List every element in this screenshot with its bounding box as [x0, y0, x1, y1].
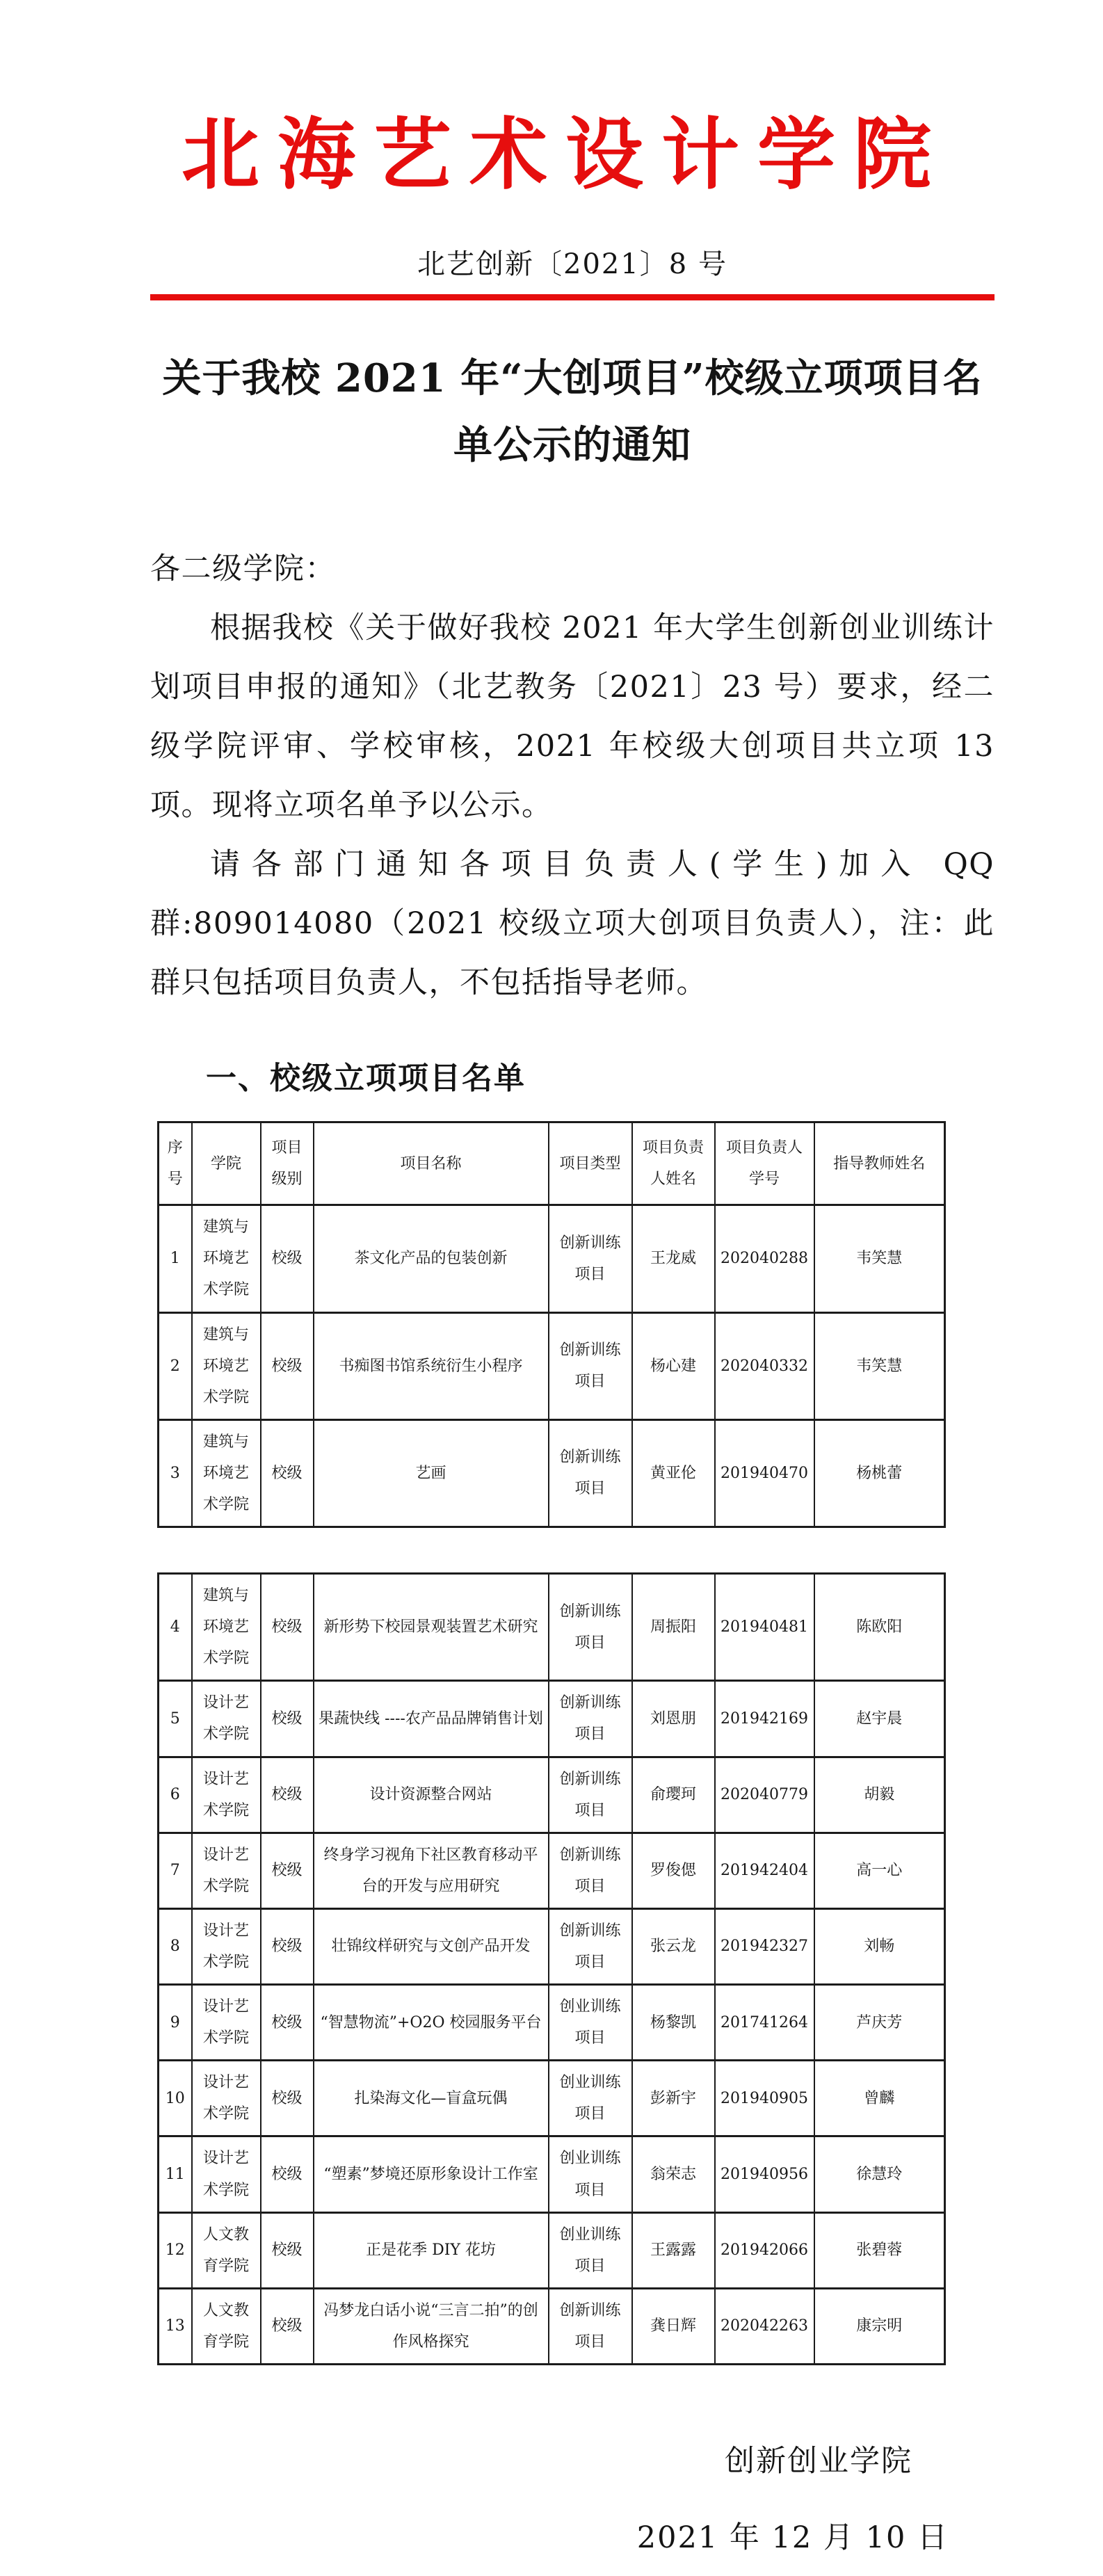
table-cell: 设计艺术学院	[192, 2136, 261, 2212]
table-body	[159, 1574, 945, 2365]
table-cell: 人文教育学院	[192, 2212, 261, 2288]
table-cell: 书痴图书馆系统衍生小程序	[314, 1312, 549, 1419]
table-cell: 刘恩朋	[632, 1681, 715, 1757]
table-cell: 3	[159, 1419, 192, 1527]
table-cell: 杨心建	[632, 1312, 715, 1419]
table-row	[159, 1681, 945, 1757]
table-cell: 曾麟	[814, 2061, 945, 2136]
table-cell: 王露露	[632, 2212, 715, 2288]
table-cell: 校级	[261, 2061, 314, 2136]
table-header-cell: 项目类型	[549, 1122, 632, 1205]
footer	[150, 2424, 995, 2576]
table-cell: 刘畅	[814, 1908, 945, 1984]
table-cell: 201940470	[715, 1419, 814, 1527]
table-header-row	[159, 1122, 945, 1205]
table-cell: 2	[159, 1312, 192, 1419]
table-cell: 9	[159, 1985, 192, 2061]
table-cell: 高一心	[814, 1833, 945, 1908]
table-cell: 艺画	[314, 1419, 549, 1527]
table-row	[159, 1574, 945, 1681]
table-cell: 茶文化产品的包装创新	[314, 1205, 549, 1312]
table-cell: 创新训练项目	[549, 1908, 632, 1984]
table-header-cell: 项目名称	[314, 1122, 549, 1205]
table-cell: 201942169	[715, 1681, 814, 1757]
table-row	[159, 1985, 945, 2061]
table-cell: 校级	[261, 1574, 314, 1681]
notice-body	[150, 540, 995, 1013]
table-cell: 扎染海文化—盲盒玩偶	[314, 2061, 549, 2136]
table-cell: 201940956	[715, 2136, 814, 2212]
table-row	[159, 2061, 945, 2136]
table-cell: 张碧蓉	[814, 2212, 945, 2288]
table-cell: 校级	[261, 1681, 314, 1757]
table-cell: 校级	[261, 1985, 314, 2061]
table-cell: 校级	[261, 1757, 314, 1833]
table-cell: 校级	[261, 1833, 314, 1908]
table-cell: 韦笑慧	[814, 1312, 945, 1419]
table-cell: 创业训练项目	[549, 2136, 632, 2212]
table-header-cell: 项目负责人学号	[715, 1122, 814, 1205]
table-cell: 胡毅	[814, 1757, 945, 1833]
table-cell: 杨黎凯	[632, 1985, 715, 2061]
table-cell: 张云龙	[632, 1908, 715, 1984]
table-cell: 202040288	[715, 1205, 814, 1312]
table-cell: 设计资源整合网站	[314, 1757, 549, 1833]
table-cell: 彭新宇	[632, 2061, 715, 2136]
table-cell: 终身学习视角下社区教育移动平台的开发与应用研究	[314, 1833, 549, 1908]
table-row	[159, 1833, 945, 1908]
table-cell: 创新训练项目	[549, 2288, 632, 2364]
table-cell: 202040779	[715, 1757, 814, 1833]
table-cell: 人文教育学院	[192, 2288, 261, 2364]
table-cell: 王龙威	[632, 1205, 715, 1312]
table-cell: 201741264	[715, 1985, 814, 2061]
table-cell: 设计艺术学院	[192, 1757, 261, 1833]
section-title: 一、校级立项项目名单	[206, 1061, 526, 1097]
table-cell: 壮锦纹样研究与文创产品开发	[314, 1908, 549, 1984]
table-cell: 12	[159, 2212, 192, 2288]
table-cell: 5	[159, 1681, 192, 1757]
red-divider	[150, 294, 995, 300]
table-cell: 创业训练项目	[549, 2212, 632, 2288]
table-cell: 翁荣志	[632, 2136, 715, 2212]
table-cell: 俞璎珂	[632, 1757, 715, 1833]
salutation: 各二级学院：	[150, 552, 336, 587]
table-cell: 建筑与环境艺术学院	[192, 1419, 261, 1527]
table-cell: 罗俊偲	[632, 1833, 715, 1908]
table-cell: 创新训练项目	[549, 1757, 632, 1833]
table-cell: 韦笑慧	[814, 1205, 945, 1312]
table-cell: 1	[159, 1205, 192, 1312]
table-cell: 201942066	[715, 2212, 814, 2288]
table-cell: 设计艺术学院	[192, 1908, 261, 1984]
table-cell: 芦庆芳	[814, 1985, 945, 2061]
table-cell: 8	[159, 1908, 192, 1984]
table-body	[159, 1205, 945, 1527]
school-name: 北海艺术设计学院	[182, 109, 949, 200]
table-row	[159, 1757, 945, 1833]
project-table-2	[157, 1572, 946, 2365]
table-header-cell: 项目负责人姓名	[632, 1122, 715, 1205]
table-cell: 校级	[261, 2288, 314, 2364]
table-cell: 果蔬快线 ----农产品品牌销售计划	[314, 1681, 549, 1757]
table-cell: 正是花季 DIY 花坊	[314, 2212, 549, 2288]
paragraph: 请各部门通知各项目负责人(学生)加入 QQ 群:809014080（2021 校级立项大创项目负责人），注：此群只包括项目负责人，不包括指导老师。	[150, 847, 995, 1001]
table-cell: 康宗明	[814, 2288, 945, 2364]
table-cell: 创新训练项目	[549, 1574, 632, 1681]
table-cell: 周振阳	[632, 1574, 715, 1681]
table-row	[159, 2288, 945, 2364]
table-cell: 202042263	[715, 2288, 814, 2364]
table-cell: 6	[159, 1757, 192, 1833]
table-header-cell: 学院	[192, 1122, 261, 1205]
table-cell: 校级	[261, 1908, 314, 1984]
table-row	[159, 2212, 945, 2288]
project-table-1	[157, 1121, 946, 1528]
table-cell: 校级	[261, 2212, 314, 2288]
table-cell: 龚日辉	[632, 2288, 715, 2364]
table-cell: 新形势下校园景观装置艺术研究	[314, 1574, 549, 1681]
table-cell: 校级	[261, 2136, 314, 2212]
table-row	[159, 1205, 945, 1312]
table-cell: 创业训练项目	[549, 1985, 632, 2061]
table-cell: 陈欧阳	[814, 1574, 945, 1681]
table-cell: 11	[159, 2136, 192, 2212]
table-cell: 创新训练项目	[549, 1681, 632, 1757]
table-cell: 创新训练项目	[549, 1205, 632, 1312]
table-cell: 设计艺术学院	[192, 1985, 261, 2061]
table-header-cell: 指导教师姓名	[814, 1122, 945, 1205]
doc-number: 北艺创新〔2021〕8 号	[417, 248, 727, 280]
table-row	[159, 2136, 945, 2212]
signer-name: 创新创业学院	[725, 2444, 912, 2479]
table-cell: 创新训练项目	[549, 1312, 632, 1419]
table-cell: 201940905	[715, 2061, 814, 2136]
table-row	[159, 1312, 945, 1419]
table-header-cell: 项目级别	[261, 1122, 314, 1205]
table-cell: “智慧物流”+O2O 校园服务平台	[314, 1985, 549, 2061]
table-cell: 赵宇晨	[814, 1681, 945, 1757]
table-cell: 创新训练项目	[549, 1419, 632, 1527]
table-cell: 201940481	[715, 1574, 814, 1681]
table-header-cell: 序号	[159, 1122, 192, 1205]
table-cell: 设计艺术学院	[192, 1833, 261, 1908]
table-cell: 创业训练项目	[549, 2061, 632, 2136]
table-cell: 校级	[261, 1312, 314, 1419]
table-cell: 建筑与环境艺术学院	[192, 1312, 261, 1419]
table-cell: 杨桃蕾	[814, 1419, 945, 1527]
table-cell: 13	[159, 2288, 192, 2364]
paragraph: 根据我校《关于做好我校 2021 年大学生创新创业训练计划项目申报的通知》（北艺教务〔2021〕23 号）要求，经二级学院评审、学校审核，2021 年校级大创项目共立项 13 项。现将立项名单予以公示。	[150, 611, 995, 823]
table-cell: 10	[159, 2061, 192, 2136]
table-cell: 徐慧玲	[814, 2136, 945, 2212]
table-row	[159, 1908, 945, 1984]
table-cell: 建筑与环境艺术学院	[192, 1205, 261, 1312]
table-cell: 校级	[261, 1419, 314, 1527]
table-cell: 建筑与环境艺术学院	[192, 1574, 261, 1681]
sign-date: 2021 年 12 月 10 日	[636, 2520, 949, 2555]
table-row	[159, 1419, 945, 1527]
table-cell: 设计艺术学院	[192, 1681, 261, 1757]
table-cell: 设计艺术学院	[192, 2061, 261, 2136]
notice-title: 关于我校 2021 年“大创项目”校级立项项目名单公示的通知	[162, 355, 983, 468]
table-cell: 202040332	[715, 1312, 814, 1419]
table-cell: “塑素”梦境还原形象设计工作室	[314, 2136, 549, 2212]
table-cell: 7	[159, 1833, 192, 1908]
table-cell: 4	[159, 1574, 192, 1681]
table-cell: 校级	[261, 1205, 314, 1312]
table-cell: 冯梦龙白话小说“三言二拍”的创作风格探究	[314, 2288, 549, 2364]
table-cell: 黄亚伦	[632, 1419, 715, 1527]
table-cell: 201942327	[715, 1908, 814, 1984]
table-cell: 201942404	[715, 1833, 814, 1908]
table-cell: 创新训练项目	[549, 1833, 632, 1908]
